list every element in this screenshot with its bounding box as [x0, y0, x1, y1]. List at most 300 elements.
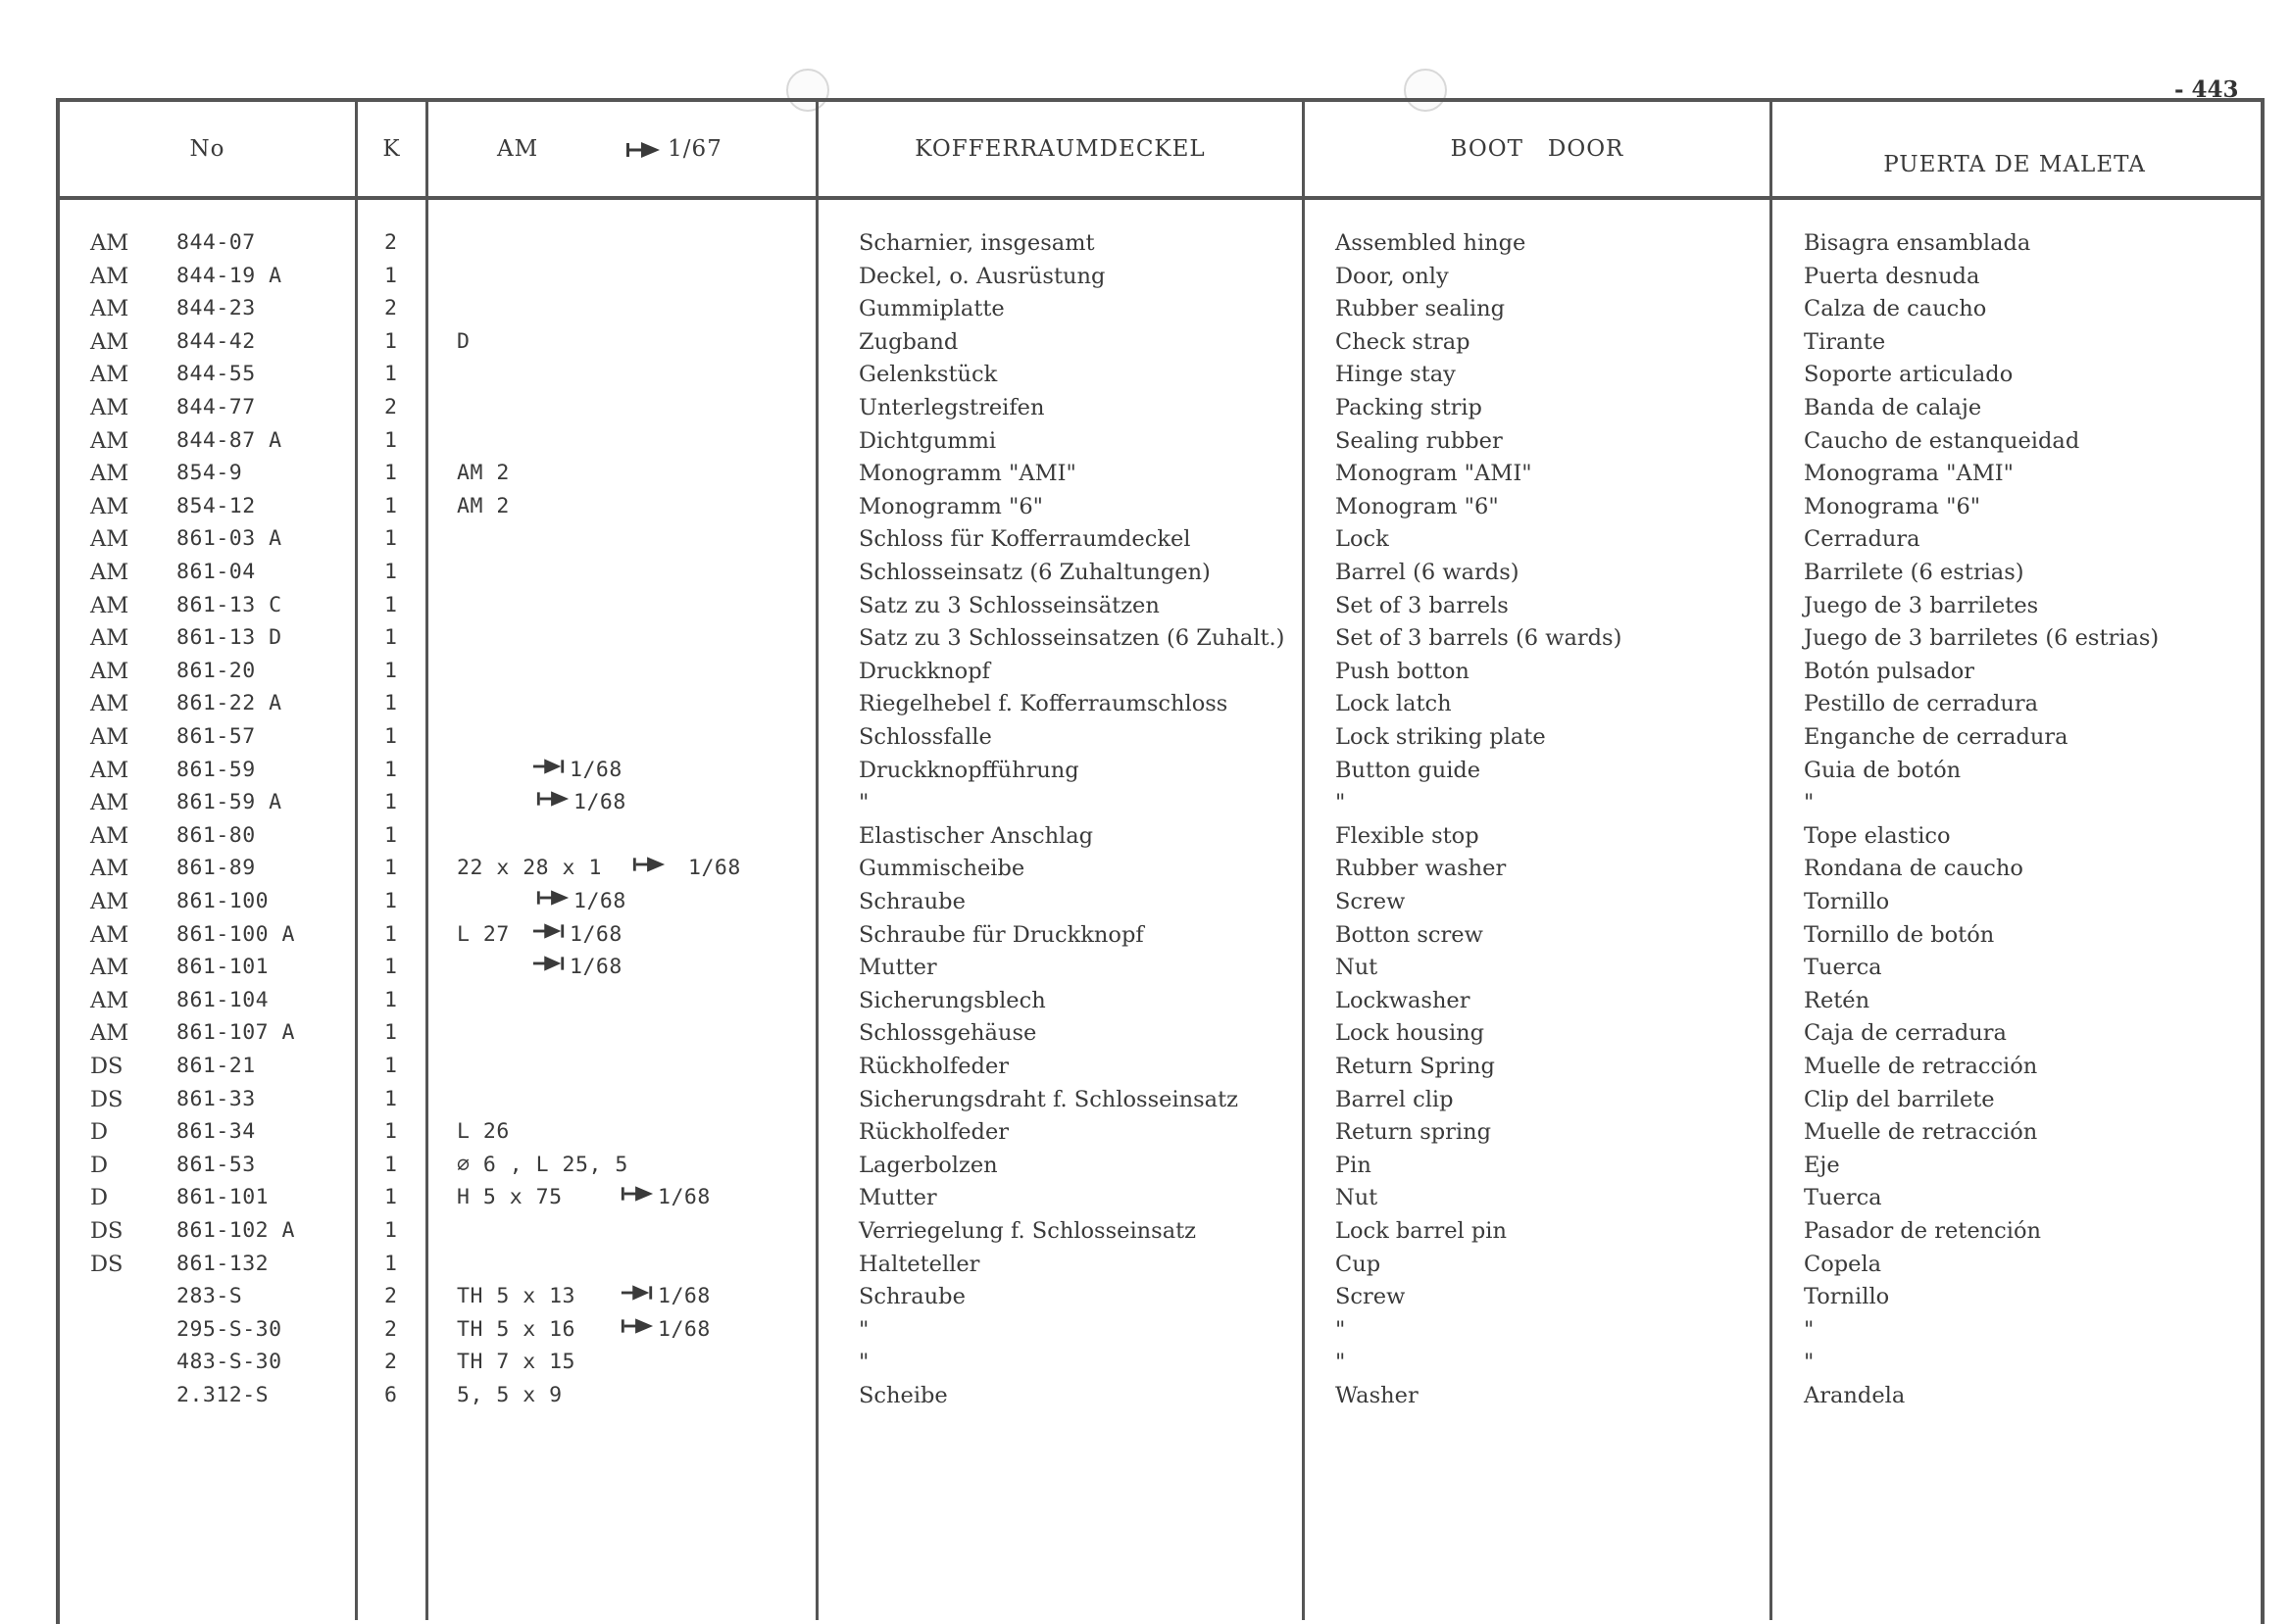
- table-row: [0, 424, 2291, 458]
- german-description: Rückholfeder: [859, 1119, 1010, 1146]
- part-number: 861-13 D: [176, 625, 282, 651]
- am-note: [457, 1313, 711, 1347]
- german-description: Monogramm "6": [859, 493, 1044, 519]
- quantity: 2: [384, 230, 398, 255]
- quantity: 2: [384, 1316, 398, 1342]
- part-number: 844-87 A: [176, 427, 282, 453]
- part-prefix: AM: [90, 790, 129, 816]
- quantity: 1: [384, 592, 398, 617]
- quantity: 1: [384, 263, 398, 288]
- part-prefix: DS: [90, 1251, 124, 1277]
- spanish-description: Caucho de estanqueidad: [1804, 427, 2080, 454]
- german-description: Dichtgummi: [859, 427, 997, 454]
- part-prefix: AM: [90, 230, 129, 256]
- table-row: [0, 786, 2291, 819]
- table-row: [0, 687, 2291, 720]
- right-arrow-from-bar-icon: [624, 136, 662, 162]
- part-prefix: AM: [90, 592, 129, 618]
- table-row: [0, 754, 2291, 787]
- table-row: [0, 1050, 2291, 1083]
- english-description: Set of 3 barrels: [1335, 592, 1509, 618]
- part-number: 844-19 A: [176, 263, 282, 288]
- date-value: 1/68: [573, 889, 626, 913]
- part-prefix: AM: [90, 362, 129, 388]
- part-prefix: AM: [90, 427, 129, 454]
- am-note: [457, 1181, 711, 1214]
- german-description: Schlossfalle: [859, 724, 992, 750]
- english-description: Flexible stop: [1335, 822, 1479, 849]
- quantity: 1: [384, 757, 398, 782]
- table-row: [0, 1248, 2291, 1281]
- right-arrow-to-bar-icon: [620, 1280, 655, 1313]
- am-note: [457, 457, 510, 490]
- table-row: [0, 589, 2291, 622]
- german-description: Gummiplatte: [859, 296, 1005, 322]
- date-indicator: [620, 1280, 711, 1313]
- german-description: Schlosseinsatz (6 Zuhaltungen): [859, 560, 1211, 585]
- quantity: 1: [384, 889, 398, 913]
- am-note-text: H 5 x 75: [457, 1185, 563, 1210]
- part-prefix: AM: [90, 757, 129, 783]
- part-number: 861-100: [176, 889, 270, 913]
- german-description: ": [859, 1350, 870, 1376]
- english-description: Lock housing: [1335, 1020, 1485, 1047]
- right-arrow-from-bar-icon: [620, 1313, 655, 1347]
- german-description: Sicherungsblech: [859, 987, 1046, 1013]
- german-description: Satz zu 3 Schlosseinsätzen: [859, 592, 1160, 618]
- english-description: Check strap: [1335, 328, 1470, 355]
- header-es: PUERTA DE MALETA: [1883, 152, 2146, 177]
- right-arrow-from-bar-icon: [535, 885, 571, 918]
- english-description: Lock barrel pin: [1335, 1218, 1507, 1244]
- german-description: Rückholfeder: [859, 1054, 1010, 1079]
- table-row: [0, 655, 2291, 688]
- right-arrow-from-bar-icon: [620, 1181, 655, 1214]
- quantity: 1: [384, 658, 398, 683]
- date-indicator: [531, 754, 623, 787]
- date-indicator: [535, 786, 626, 819]
- german-description: Deckel, o. Ausrüstung: [859, 263, 1106, 289]
- part-prefix: AM: [90, 263, 129, 289]
- english-description: Hinge stay: [1335, 362, 1456, 388]
- part-number: 861-53: [176, 1152, 256, 1177]
- part-prefix: AM: [90, 395, 129, 420]
- quantity: 1: [384, 822, 398, 848]
- table-row: [0, 260, 2291, 293]
- spanish-description: ": [1804, 1350, 1815, 1376]
- am-note: [457, 1149, 628, 1182]
- part-number: 861-03 A: [176, 526, 282, 552]
- part-prefix: D: [90, 1152, 109, 1178]
- table-row: [0, 556, 2291, 589]
- part-prefix: D: [90, 1185, 109, 1211]
- english-description: Monogram "6": [1335, 493, 1499, 519]
- spanish-description: Pestillo de cerradura: [1804, 691, 2039, 717]
- am-note-text: L 27: [457, 921, 510, 947]
- table-row: [0, 522, 2291, 556]
- date-value: 1/68: [658, 1185, 711, 1210]
- part-prefix: DS: [90, 1086, 124, 1112]
- am-note: [457, 1346, 575, 1379]
- spanish-description: Barrilete (6 estrias): [1804, 560, 2024, 585]
- table-row: [0, 1346, 2291, 1379]
- am-note-text: 22 x 28 x 1: [457, 856, 602, 881]
- part-number: 483-S-30: [176, 1350, 282, 1375]
- spanish-description: Bisagra ensamblada: [1804, 230, 2031, 256]
- quantity: 1: [384, 1119, 398, 1145]
- quantity: 1: [384, 856, 398, 881]
- date-value: 1/68: [570, 955, 623, 980]
- header-am-label: AM: [497, 136, 539, 162]
- date-indicator: [620, 1181, 711, 1214]
- quantity: 1: [384, 987, 398, 1012]
- right-arrow-to-bar-icon: [531, 754, 567, 787]
- am-note: [457, 918, 623, 952]
- spanish-description: Banda de calaje: [1804, 395, 1982, 420]
- right-arrow-to-bar-icon: [531, 951, 567, 984]
- part-number: 861-102 A: [176, 1218, 295, 1243]
- header-no: No: [189, 136, 225, 162]
- spanish-description: Muelle de retracción: [1804, 1119, 2038, 1146]
- spanish-description: Tornillo de botón: [1804, 921, 1995, 948]
- part-number: 844-23: [176, 296, 256, 321]
- part-number: 861-57: [176, 724, 256, 749]
- quantity: 1: [384, 1054, 398, 1078]
- table-row: [0, 1016, 2291, 1050]
- part-number: 861-13 C: [176, 592, 282, 617]
- part-number: 861-33: [176, 1086, 256, 1111]
- am-note: [457, 1115, 510, 1149]
- english-description: ": [1335, 790, 1346, 816]
- part-number: 861-107 A: [176, 1020, 295, 1046]
- german-description: Druckknopfführung: [859, 757, 1079, 783]
- part-prefix: DS: [90, 1218, 124, 1244]
- quantity: 1: [384, 560, 398, 584]
- part-number: 861-89: [176, 856, 256, 881]
- english-description: Set of 3 barrels (6 wards): [1335, 625, 1622, 652]
- german-description: Mutter: [859, 1185, 937, 1211]
- am-note-text: TH 5 x 13: [457, 1284, 575, 1309]
- table-row: [0, 720, 2291, 754]
- english-description: Screw: [1335, 889, 1406, 914]
- date-value: 1/68: [570, 921, 623, 947]
- german-description: Monogramm "AMI": [859, 461, 1076, 487]
- quantity: 1: [384, 1185, 398, 1210]
- table-row: [0, 984, 2291, 1017]
- table-row: [0, 918, 2291, 952]
- spanish-description: Tirante: [1804, 328, 1886, 355]
- quantity: 1: [384, 493, 398, 518]
- spanish-description: ": [1804, 1316, 1815, 1343]
- spanish-description: Retén: [1804, 987, 1870, 1013]
- spanish-description: Juego de 3 barriletes: [1804, 592, 2039, 618]
- quantity: 1: [384, 362, 398, 387]
- part-number: 861-101: [176, 955, 270, 980]
- spanish-description: Arandela: [1804, 1383, 1906, 1408]
- quantity: 1: [384, 1251, 398, 1276]
- german-description: Elastischer Anschlag: [859, 822, 1094, 849]
- table-row: [0, 1214, 2291, 1248]
- english-description: Sealing rubber: [1335, 427, 1503, 454]
- spanish-description: Juego de 3 barriletes (6 estrias): [1804, 625, 2160, 652]
- part-number: 844-77: [176, 395, 256, 419]
- part-prefix: DS: [90, 1054, 124, 1079]
- date-indicator: [620, 1313, 711, 1347]
- quantity: 1: [384, 921, 398, 947]
- part-number: 861-59: [176, 757, 256, 782]
- spanish-description: Tuerca: [1804, 1185, 1882, 1211]
- spanish-description: Tornillo: [1804, 1284, 1890, 1310]
- spanish-description: Soporte articulado: [1804, 362, 2014, 388]
- quantity: 1: [384, 1020, 398, 1046]
- english-description: Nut: [1335, 955, 1378, 981]
- quantity: 1: [384, 1086, 398, 1111]
- table-row: [0, 1083, 2291, 1116]
- spanish-description: Tornillo: [1804, 889, 1890, 914]
- german-description: Druckknopf: [859, 658, 990, 684]
- header-de: KOFFERRAUMDECKEL: [915, 136, 1206, 162]
- table-row: [0, 325, 2291, 359]
- am-note-text: TH 7 x 15: [457, 1350, 575, 1375]
- german-description: Schloss für Kofferraumdeckel: [859, 526, 1191, 553]
- right-arrow-to-bar-icon: [531, 918, 567, 952]
- part-number: 861-100 A: [176, 921, 295, 947]
- am-note-text: AM 2: [457, 461, 510, 486]
- german-description: Halteteller: [859, 1251, 980, 1277]
- part-number: 861-59 A: [176, 790, 282, 815]
- part-number: 861-132: [176, 1251, 270, 1276]
- quantity: 1: [384, 461, 398, 486]
- spanish-description: Rondana de caucho: [1804, 856, 2023, 882]
- quantity: 2: [384, 296, 398, 321]
- quantity: 1: [384, 526, 398, 552]
- spanish-description: Copela: [1804, 1251, 1882, 1277]
- english-description: Botton screw: [1335, 921, 1483, 948]
- german-description: Schlossgehäuse: [859, 1020, 1037, 1047]
- quantity: 1: [384, 955, 398, 980]
- english-description: Packing strip: [1335, 395, 1482, 420]
- german-description: Scheibe: [859, 1383, 948, 1408]
- spanish-description: Botón pulsador: [1804, 658, 1975, 684]
- am-note-text: L 26: [457, 1119, 510, 1145]
- table-row: [0, 885, 2291, 918]
- table-row: [0, 1379, 2291, 1412]
- part-prefix: AM: [90, 461, 129, 487]
- part-number: 844-07: [176, 230, 256, 255]
- page-number: - 443: [2174, 76, 2239, 103]
- header-en: BOOT DOOR: [1450, 136, 1624, 162]
- english-description: Lockwasher: [1335, 987, 1470, 1013]
- table-row: [0, 1313, 2291, 1347]
- table-row: [0, 358, 2291, 391]
- english-description: Cup: [1335, 1251, 1381, 1277]
- part-number: 861-21: [176, 1054, 256, 1078]
- spanish-description: Caja de cerradura: [1804, 1020, 2007, 1047]
- part-prefix: AM: [90, 691, 129, 717]
- table-row: [0, 391, 2291, 424]
- english-description: ": [1335, 1350, 1346, 1376]
- english-description: Washer: [1335, 1383, 1419, 1408]
- quantity: 1: [384, 1218, 398, 1243]
- date-value: 1/68: [570, 757, 623, 782]
- german-description: Gummischeibe: [859, 856, 1025, 882]
- spanish-description: Muelle de retracción: [1804, 1054, 2038, 1079]
- spanish-description: Enganche de cerradura: [1804, 724, 2068, 750]
- table-row: [0, 1149, 2291, 1182]
- english-description: Rubber sealing: [1335, 296, 1506, 322]
- part-prefix: AM: [90, 560, 129, 585]
- english-description: Door, only: [1335, 263, 1449, 289]
- part-prefix: AM: [90, 724, 129, 750]
- date-value: 1/68: [573, 790, 626, 815]
- part-prefix: AM: [90, 921, 129, 948]
- table-row: [0, 951, 2291, 984]
- english-description: Push botton: [1335, 658, 1469, 684]
- part-prefix: AM: [90, 822, 129, 849]
- part-number: 844-55: [176, 362, 256, 387]
- english-description: Lock latch: [1335, 691, 1452, 717]
- spanish-description: Clip del barrilete: [1804, 1086, 1995, 1112]
- part-number: 861-34: [176, 1119, 256, 1145]
- date-indicator: [631, 852, 741, 885]
- part-number: 295-S-30: [176, 1316, 282, 1342]
- english-description: Barrel (6 wards): [1335, 560, 1519, 585]
- english-description: Return Spring: [1335, 1054, 1495, 1079]
- english-description: Lock: [1335, 526, 1389, 553]
- part-prefix: D: [90, 1119, 109, 1146]
- english-description: Lock striking plate: [1335, 724, 1546, 750]
- spanish-description: ": [1804, 790, 1815, 816]
- right-arrow-from-bar-icon: [631, 852, 667, 885]
- spanish-description: Pasador de retención: [1804, 1218, 2041, 1244]
- english-description: Barrel clip: [1335, 1086, 1454, 1112]
- german-description: Schraube: [859, 1284, 966, 1310]
- part-number: 861-80: [176, 822, 256, 848]
- english-description: Pin: [1335, 1152, 1371, 1178]
- english-description: Rubber washer: [1335, 856, 1507, 882]
- spanish-description: Monograma "AMI": [1804, 461, 2014, 487]
- part-number: 854-12: [176, 493, 256, 518]
- spanish-description: Eje: [1804, 1152, 1840, 1178]
- quantity: 2: [384, 1284, 398, 1309]
- spanish-description: Guia de botón: [1804, 757, 1962, 783]
- quantity: 2: [384, 1350, 398, 1375]
- table-row: [0, 457, 2291, 490]
- german-description: Unterlegstreifen: [859, 395, 1045, 420]
- spanish-description: Puerta desnuda: [1804, 263, 1980, 289]
- am-note: [457, 852, 741, 885]
- date-indicator: [531, 918, 623, 952]
- german-description: Lagerbolzen: [859, 1152, 998, 1178]
- quantity: 6: [384, 1383, 398, 1407]
- table-row: [0, 621, 2291, 655]
- part-number: 861-104: [176, 987, 270, 1012]
- spanish-description: Calza de caucho: [1804, 296, 1987, 322]
- part-prefix: AM: [90, 856, 129, 882]
- quantity: 1: [384, 790, 398, 815]
- date-indicator: [535, 885, 626, 918]
- part-number: 283-S: [176, 1284, 243, 1309]
- part-prefix: AM: [90, 955, 129, 981]
- am-note-text: TH 5 x 16: [457, 1316, 575, 1342]
- part-prefix: AM: [90, 987, 129, 1013]
- german-description: Gelenkstück: [859, 362, 998, 388]
- quantity: 1: [384, 427, 398, 453]
- part-number: 861-22 A: [176, 691, 282, 716]
- english-description: Screw: [1335, 1284, 1406, 1310]
- table-row: [0, 226, 2291, 260]
- am-note: [457, 1280, 711, 1313]
- part-prefix: AM: [90, 889, 129, 914]
- am-note: [457, 490, 510, 523]
- german-description: Schraube für Druckknopf: [859, 921, 1144, 948]
- am-note-text: 5, 5 x 9: [457, 1383, 563, 1407]
- part-number: 844-42: [176, 328, 256, 354]
- header-am-date: 1/67: [668, 136, 722, 162]
- spanish-description: Cerradura: [1804, 526, 1920, 553]
- table-row: [0, 1115, 2291, 1149]
- am-note: [457, 325, 470, 359]
- german-description: Scharnier, insgesamt: [859, 230, 1095, 256]
- am-note-text: D: [457, 328, 471, 354]
- english-description: ": [1335, 1316, 1346, 1343]
- quantity: 1: [384, 1152, 398, 1177]
- date-indicator: [531, 951, 623, 984]
- quantity: 2: [384, 395, 398, 419]
- english-description: Return spring: [1335, 1119, 1491, 1146]
- german-description: Riegelhebel f. Kofferraumschloss: [859, 691, 1228, 717]
- right-arrow-from-bar-icon: [535, 786, 571, 819]
- part-number: 861-101: [176, 1185, 270, 1210]
- table-row: [0, 1181, 2291, 1214]
- quantity: 1: [384, 724, 398, 749]
- part-number: 854-9: [176, 461, 243, 486]
- german-description: Zugband: [859, 328, 959, 355]
- part-prefix: AM: [90, 625, 129, 652]
- english-description: Button guide: [1335, 757, 1481, 783]
- german-description: Sicherungsdraht f. Schlosseinsatz: [859, 1086, 1238, 1112]
- part-prefix: AM: [90, 296, 129, 322]
- quantity: 1: [384, 625, 398, 651]
- part-number: 2.312-S: [176, 1383, 270, 1407]
- spanish-description: Tuerca: [1804, 955, 1882, 981]
- quantity: 1: [384, 328, 398, 354]
- part-prefix: AM: [90, 658, 129, 684]
- header-am: [428, 102, 816, 196]
- spanish-description: Monograma "6": [1804, 493, 1981, 519]
- german-description: Schraube: [859, 889, 966, 914]
- part-number: 861-04: [176, 560, 256, 584]
- table-row: [0, 292, 2291, 325]
- part-prefix: AM: [90, 493, 129, 519]
- table-row: [0, 852, 2291, 885]
- quantity: 1: [384, 691, 398, 716]
- spanish-description: Tope elastico: [1804, 822, 1951, 849]
- german-description: Verriegelung f. Schlosseinsatz: [859, 1218, 1197, 1244]
- german-description: ": [859, 790, 870, 816]
- date-value: 1/68: [658, 1284, 711, 1309]
- am-note: [457, 1379, 563, 1412]
- part-number: 861-20: [176, 658, 256, 683]
- am-note-text: AM 2: [457, 493, 510, 518]
- part-prefix: AM: [90, 328, 129, 355]
- am-note-text: ∅ 6 , L 25, 5: [457, 1152, 628, 1177]
- part-prefix: AM: [90, 526, 129, 553]
- english-description: Assembled hinge: [1335, 230, 1526, 256]
- table-row: [0, 1280, 2291, 1313]
- part-prefix: AM: [90, 1020, 129, 1047]
- date-value: 1/68: [658, 1316, 711, 1342]
